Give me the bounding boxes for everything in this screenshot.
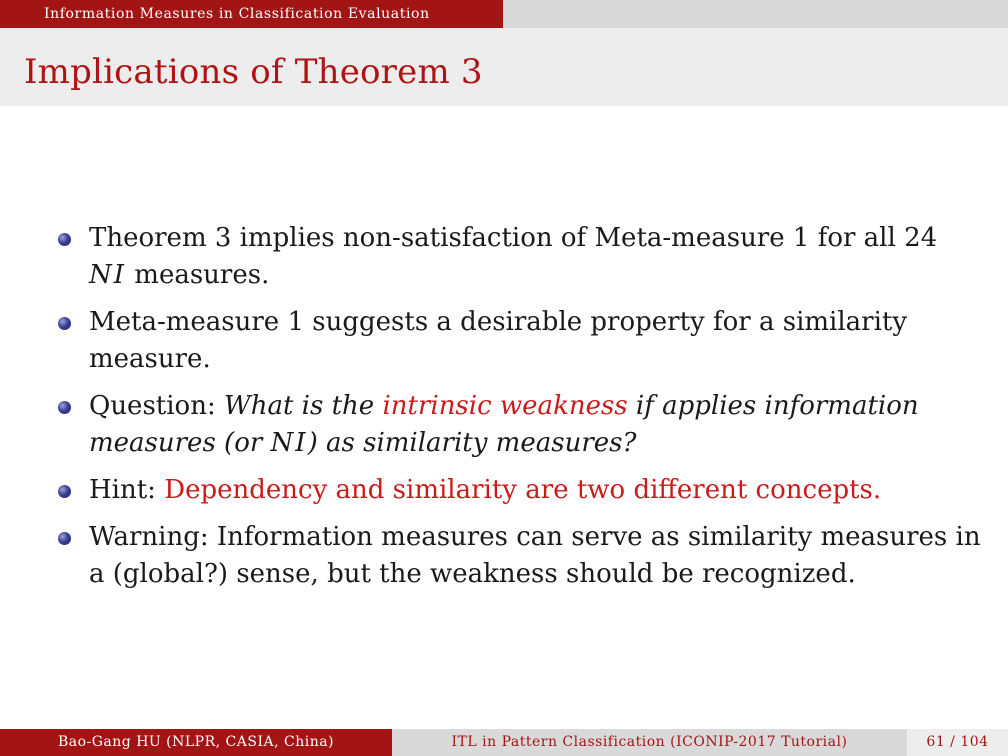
bullet-text: Meta-measure 1 suggests a desirable property for a similarity: [89, 307, 908, 337]
bullet-icon: [58, 317, 71, 330]
bullet-item: [58, 220, 988, 294]
footer-author[interactable]: Bao-Gang HU (NLPR, CASIA, China): [0, 729, 392, 756]
page-number[interactable]: 61 / 104: [907, 729, 1008, 756]
highlight-text: intrinsic weakness: [382, 391, 628, 421]
bullet-item: [58, 304, 988, 378]
bullet-item: [58, 519, 988, 593]
bullet-text: Theorem 3 implies non-satisfaction of Meta-measure 1 for all 24: [89, 223, 938, 253]
question-text: What is the: [223, 391, 383, 421]
bullet-text: measures.: [126, 260, 270, 290]
question-label: Question:: [89, 391, 224, 421]
footer: [0, 729, 1008, 756]
bullet-list: [58, 220, 988, 603]
footer-talk-title[interactable]: ITL in Pattern Classification (ICONIP-2017 Tutorial): [392, 729, 907, 756]
hint-label: Hint:: [89, 475, 165, 505]
bullet-item: [58, 472, 988, 509]
section-title[interactable]: Information Measures in Classification Evaluation: [0, 0, 503, 28]
bullet-item: [58, 388, 988, 462]
bullet-icon: [58, 233, 71, 246]
question-text: measures (or: [89, 428, 271, 458]
question-text: ) as similarity measures?: [307, 428, 637, 458]
bullet-icon: [58, 485, 71, 498]
math-ni: NI: [89, 260, 127, 290]
bullet-text: measure.: [89, 344, 211, 374]
bullet-icon: [58, 532, 71, 545]
bullet-text: Warning: Information measures can serve as similarity measures in: [89, 522, 981, 552]
slide-title: Implications of Theorem 3: [24, 52, 483, 92]
question-text: if applies information: [627, 391, 919, 421]
hint-text: Dependency and similarity are two different concepts.: [164, 475, 882, 505]
math-ni: NI: [270, 428, 308, 458]
bullet-icon: [58, 401, 71, 414]
bullet-text: a (global?) sense, but the weakness should be recognized.: [89, 559, 856, 589]
